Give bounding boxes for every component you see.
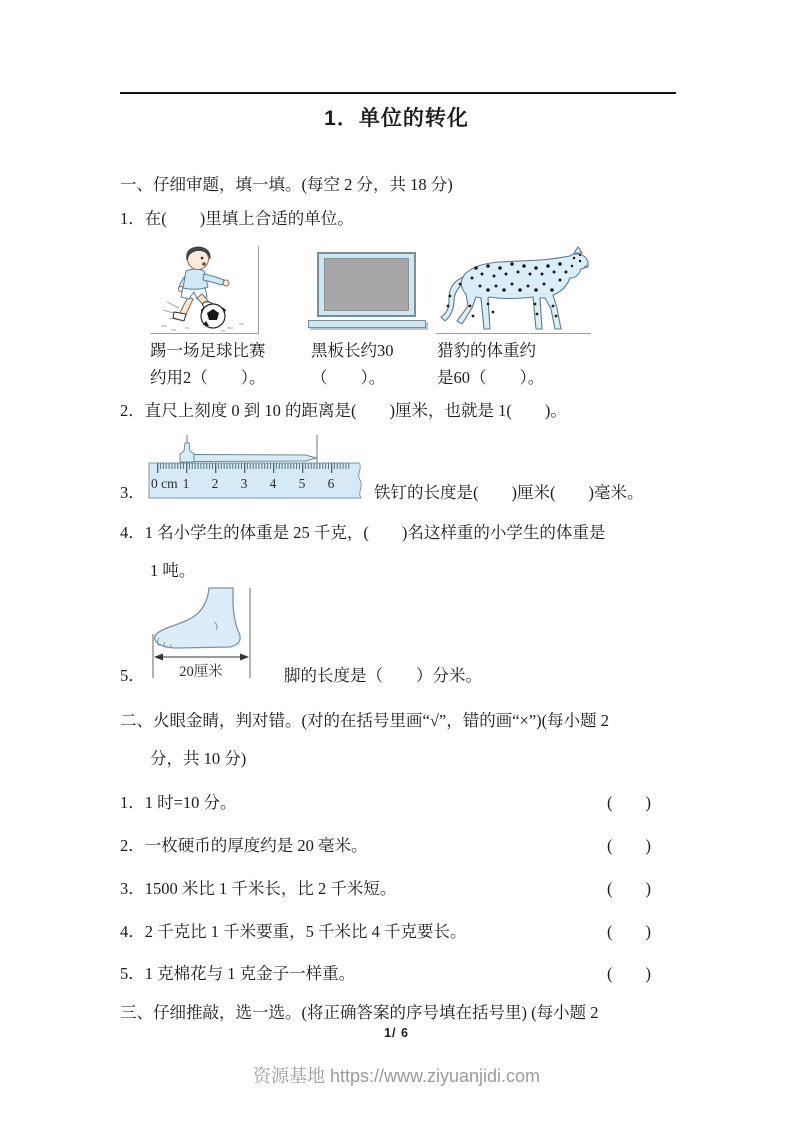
figure-boy-kicking-ball	[151, 246, 259, 334]
figure-caption: 约用2（ ）。	[150, 368, 266, 387]
q5-number: 5．	[120, 666, 145, 685]
figure-caption: 猎豹的体重约	[437, 341, 536, 360]
foot-measure-label: 20厘米	[179, 664, 223, 680]
ruler-tick-label: 1	[182, 476, 190, 491]
blackboard-surface-icon	[324, 258, 409, 311]
page-number: 1/ 6	[384, 1026, 409, 1040]
q3-number: 3．	[120, 483, 145, 502]
tf-item-2-answer-bracket: ( )	[607, 836, 651, 855]
blackboard-tray-icon	[308, 320, 426, 328]
ruler-tick-label: 4	[269, 476, 277, 491]
figure-blackboard	[308, 246, 426, 334]
page-title: 1．单位的转化	[324, 107, 469, 130]
tf-item-5-text: 5．1 克棉花与 1 克金子一样重。	[120, 964, 356, 983]
header-rule	[120, 92, 676, 94]
figure-caption: 黑板长约30	[311, 341, 394, 360]
tf-item-3-answer-bracket: ( )	[607, 879, 651, 898]
tf-item-5-answer-bracket: ( )	[607, 964, 651, 983]
q3-text: 铁钉的长度是( )厘米( )毫米。	[374, 483, 644, 502]
figure-leopard	[436, 246, 591, 334]
boy-kicking-soccer-ball-icon	[151, 246, 258, 333]
foot-measurement-icon	[146, 586, 258, 686]
q4-text-line2: 1 吨。	[150, 561, 196, 580]
tf-item-4-text: 4．2 千克比 1 千米要重，5 千米比 4 千克要长。	[120, 922, 467, 941]
tf-item-1-answer-bracket: ( )	[607, 793, 651, 812]
section-one-heading: 一、仔细审题，填一填。(每空 2 分，共 18 分)	[120, 175, 453, 194]
section-two-heading-line1: 二、火眼金睛，判对错。(对的在括号里画“√”，错的画“×”)(每小题 2	[120, 711, 610, 730]
tf-item-1-text: 1．1 时=10 分。	[120, 793, 237, 812]
figure-caption: （ ）。	[311, 368, 386, 387]
section-two-heading-line2: 分，共 10 分)	[150, 749, 247, 768]
ruler-tick-label: 2	[211, 476, 219, 491]
blackboard-frame-icon	[317, 252, 416, 317]
figure-caption: 踢一场足球比赛	[150, 341, 266, 360]
q2-text: 2．直尺上刻度 0 到 10 的距离是( )厘米，也就是 1( )。	[120, 401, 567, 420]
nail-and-ruler-icon	[147, 431, 375, 513]
tf-item-4-answer-bracket: ( )	[607, 922, 651, 941]
watermark: 资源基地 https://www.ziyuanjidi.com	[252, 1066, 541, 1086]
ruler-tick-label: 6	[327, 476, 335, 491]
ruler-zero-label: 0 cm	[151, 476, 178, 491]
q4-text-line1: 4．1 名小学生的体重是 25 千克，( )名这样重的小学生的体重是	[120, 523, 606, 542]
section-three-heading: 三、仔细推敲，选一选。(将正确答案的序号填在括号里) (每小题 2	[120, 1003, 599, 1022]
q1-text: 1．在( )里填上合适的单位。	[120, 209, 354, 228]
ruler-tick-label: 3	[240, 476, 248, 491]
ruler-tick-label: 5	[298, 476, 306, 491]
leopard-icon	[436, 246, 591, 333]
figure-caption: 是60（ ）。	[437, 368, 545, 387]
tf-item-2-text: 2．一枚硬币的厚度约是 20 毫米。	[120, 836, 368, 855]
tf-item-3-text: 3．1500 米比 1 千米长，比 2 千米短。	[120, 879, 397, 898]
q5-text: 脚的长度是（ ）分米。	[284, 666, 482, 685]
